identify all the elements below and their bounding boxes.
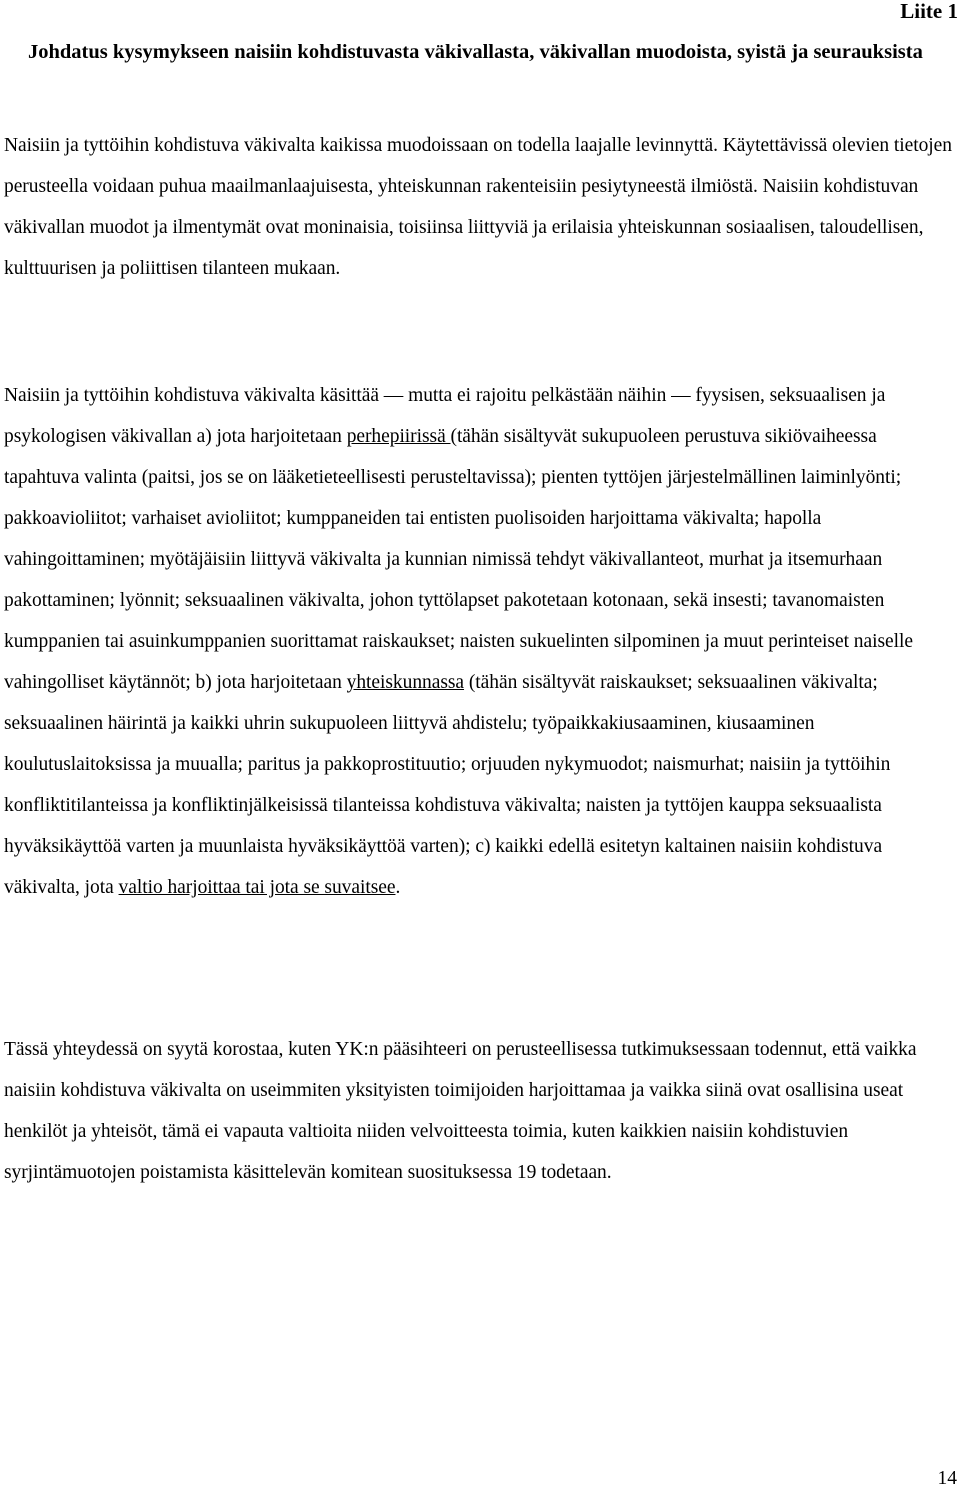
paragraph-state-obligation: Tässä yhteydessä on syytä korostaa, kuten YK:n pääsihteeri on perusteellisessa tutkimuksessaan todennut, että vaikka naisiin kohdistuva väkivalta on useimmiten yksityisten toimijoiden harjoittamaa ja vaikka siinä ovat osallisina useat henkilöt ja yhteisöt, tämä ei vapauta valtioita niiden velvoitteesta toimia, kuten kaikkien naisiin kohdistuvien syrjintämuotojen poistamista käsittelevän komitean suosituksessa 19 todetaan. xyxy=(4,1039,917,1183)
underlined-term-state: valtio harjoittaa tai jota se suvaitsee xyxy=(118,877,396,898)
paragraph-forms-of-violence xyxy=(4,375,954,908)
document-title: Johdatus kysymykseen naisiin kohdistuvasta väkivallasta, väkivallan muodoista, syistä ja seurauksista xyxy=(28,41,923,63)
paragraph-text-segment: . xyxy=(395,877,401,898)
paragraph-text-segment: (tähän sisältyvät raiskaukset; seksuaalinen väkivalta; seksuaalinen häirintä ja kaikki uhrin sukupuoleen liittyvä ahdistelu; työpaikkakiusaaminen, kiusaaminen koulutuslaitoksissa ja muualla; paritus ja pakkoprostituutio; orjuuden nykymuodot; naismurhat; naisiin ja tyttöihin konfliktitilanteissa ja konfliktinjälkeisissä tilanteissa kohdistuva väkivalta; naisten ja tyttöjen kauppa seksuaalista hyväksikäyttöä varten ja muunlaista hyväksikäyttöä varten); c) kaikki edellä esitetyn kaltainen naisiin kohdistuva väkivalta, jota xyxy=(4,672,891,898)
paragraph-text-segment: (tähän sisältyvät sukupuoleen perustuva sikiövaiheessa tapahtuva valinta (paitsi, jos se on lääketieteellisesti perusteltavissa); pienten tyttöjen järjestelmällinen laiminlyönti; pakkoavioliitot; varhaiset avioliitot; kumppaneiden tai entisten puolisoiden harjoittama väkivalta; hapolla vahingoittaminen; myötäjäisiin liittyvä väkivalta ja kunnian nimissä tehdyt väkivallanteot, murhat ja itsemurhaan pakottaminen; lyönnit; seksuaalinen väkivalta, johon tyttölapset pakotetaan kotonaan, sekä insesti; tavanomaisten kumppanien tai asuinkumppanien suorittamat raiskaukset; naisten sukuelinten silpominen ja muut perinteiset naiselle vahingolliset käytännöt; b) jota harjoitetaan xyxy=(4,426,913,693)
page-number: 14 xyxy=(937,1468,957,1489)
appendix-label: Liite 1 xyxy=(900,0,958,23)
underlined-term-family: perhepiirissä xyxy=(346,426,451,447)
underlined-term-society: yhteiskunnassa xyxy=(346,672,465,693)
paragraph-intro: Naisiin ja tyttöihin kohdistuva väkivalta kaikissa muodoissaan on todella laajalle levinnyttä. Käytettävissä olevien tietojen perusteella voidaan puhua maailmanlaajuisesta, yhteiskunnan rakenteisiin pesiytyneestä ilmiöstä. Naisiin kohdistuvan väkivallan muodot ja ilmentymät ovat moninaisia, toisiinsa liittyviä ja erilaisia yhteiskunnan sosiaalisen, taloudellisen, kulttuurisen ja poliittisen tilanteen mukaan. xyxy=(4,135,952,279)
paragraph-text-segment: Naisiin ja tyttöihin kohdistuva väkivalta käsittää ― mutta ei rajoitu pelkästään näihin ― fyysisen, seksuaalisen ja psykologisen väkivallan a) jota harjoitetaan xyxy=(4,385,886,447)
